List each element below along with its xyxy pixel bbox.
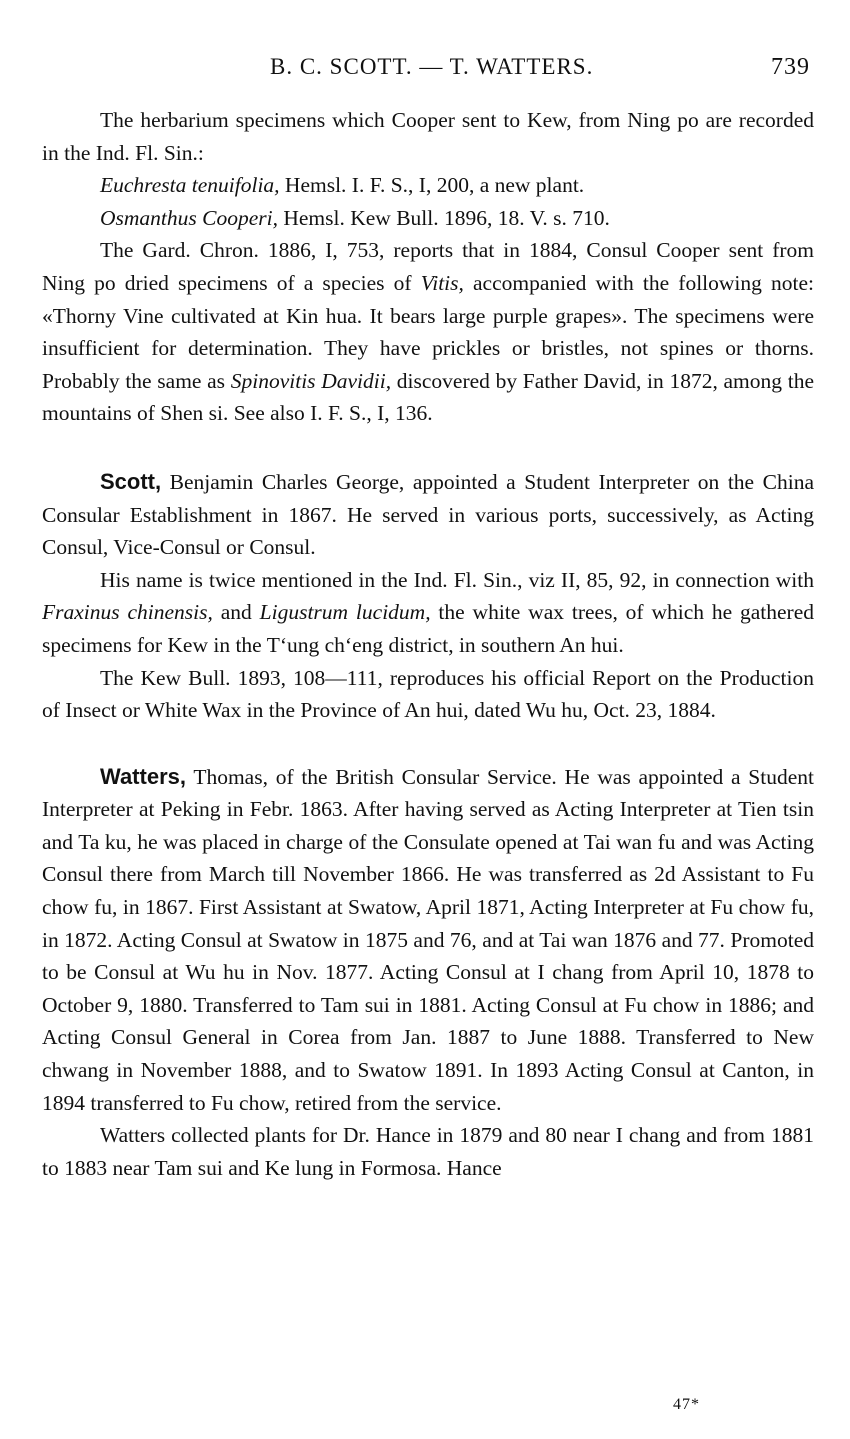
entry-heading-scott: Scott, bbox=[100, 468, 162, 494]
paragraph-text: Benjamin Charles George, appointed a Student Interpreter on the China Consular Establishment in 1867. He served in various ports, successively, as Acting Consul, Vice-Consul or Consul. bbox=[42, 469, 814, 560]
paragraph-euchresta bbox=[42, 169, 814, 202]
species-name: Fraxinus chinensis, bbox=[42, 600, 213, 625]
running-head bbox=[0, 50, 850, 86]
paragraph-watters-plants bbox=[42, 1119, 814, 1184]
entry-scott bbox=[42, 466, 814, 564]
paragraph-text: Hemsl. I. F. S., I, 200, a new plant. bbox=[279, 173, 585, 198]
species-name: Vitis, bbox=[420, 270, 464, 295]
entry-heading-watters: Watters, bbox=[100, 763, 186, 789]
paragraph-text: His name is twice mentioned in the Ind. Fl. Sin., viz II, 85, 92, in connection with bbox=[100, 567, 814, 592]
paragraph-text: Hemsl. Kew Bull. 1896, 18. V. s. 710. bbox=[277, 205, 610, 230]
paragraph-scott-kew-bull bbox=[42, 662, 814, 727]
paragraph-text: and bbox=[212, 600, 260, 625]
paragraph-text: discovered by Father David, in 1872, among the mountains of Shen si. See also I. F. S., I, 136. bbox=[42, 368, 814, 426]
paragraph-osmanthus bbox=[42, 202, 814, 235]
paragraph-text: The herbarium specimens which Cooper sent to Kew, from Ning po are recorded in the Ind. Fl. Sin.: bbox=[42, 108, 814, 165]
body-text bbox=[42, 104, 814, 1184]
running-head-title: B. C. SCOTT. — T. WATTERS. bbox=[270, 54, 594, 79]
paragraph-text: the white wax trees, of which he gathered specimens for Kew in the T‘ung ch‘eng district, in southern An hui. bbox=[42, 600, 815, 657]
paragraph-scott-ind-fl bbox=[42, 564, 814, 662]
signature-mark: 47* bbox=[673, 1396, 700, 1413]
paragraph-gard-chron bbox=[42, 234, 814, 430]
paragraph-text: The Gard. Chron. 1886, I, 753, reports that in 1884, Consul Cooper sent from Ning po dried specimens of a species of bbox=[42, 238, 814, 295]
species-name: Spinovitis Davidii, bbox=[230, 368, 392, 393]
species-name: Osmanthus Cooperi, bbox=[100, 205, 278, 230]
paragraph-text: Thomas, of the British Consular Service. He was appointed a Student Interpreter at Peking in Febr. 1863. After having served as Acting Interpreter at Tien tsin and Ta ku, he was placed in charge of the Consulate opened at Tai wan fu and was Acting Consul there from March till November 1866. He was transferred as 2d Assistant to Fu chow fu, in 1867. First Assistant at Swatow, April 1871, Acting Interpreter at Fu chow fu, in 1872. Acting Consul at Swatow in 1875 and 76, and at Tai wan 1876 and 77. Promoted to be Consul at Wu hu in Nov. 1877. Acting Consul at I chang from April 10, 1878 to October 9, 1880. Transferred to Tam sui in 1881. Acting Consul at Fu chow in 1886; and Acting Consul General in Corea from Jan. 1887 to June 1888. Transferred to New chwang in November 1888, and to Swatow 1891. In 1893 Acting Consul at Canton, in 1894 transferred to Fu chow, retired from the service. bbox=[42, 764, 814, 1115]
species-name: Euchresta tenuifolia, bbox=[100, 173, 280, 198]
paragraph-text: accompanied with the following note: «Thorny Vine cultivated at Kin hua. It bears large purple grapes». The specimens were insufficient for determination. They have prickles or bristles, not spines or thorns. Probably the same as bbox=[42, 270, 815, 393]
entry-watters bbox=[42, 761, 814, 1120]
page-number: 739 bbox=[771, 54, 810, 80]
species-name: Ligustrum lucidum, bbox=[259, 600, 431, 625]
paragraph-text: Watters collected plants for Dr. Hance in 1879 and 80 near I chang and from 1881 to 1883 near Tam sui and Ke lung in Formosa. Hance bbox=[42, 1123, 814, 1180]
paragraph-text: The Kew Bull. 1893, 108—111, reproduces his official Report on the Production of Insect or White Wax in the Province of An hui, dated Wu hu, Oct. 23, 1884. bbox=[42, 665, 814, 723]
paragraph-herbarium bbox=[42, 104, 814, 169]
